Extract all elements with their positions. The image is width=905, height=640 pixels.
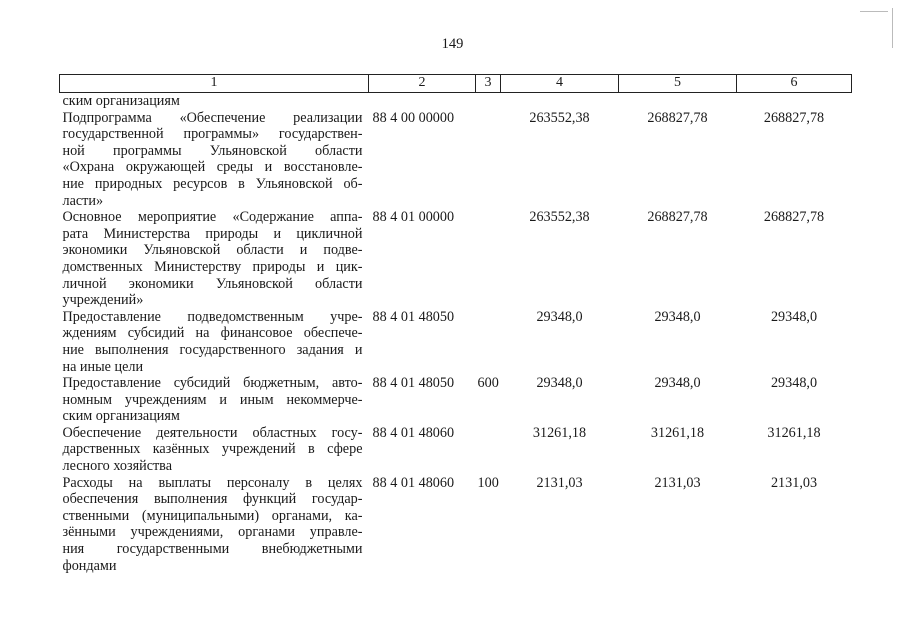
row-name-line: ние выполнения государственного задания и [62,341,363,358]
row-value-col4: 29348,0 [536,308,583,325]
row-name-line: Предоставление подведомственным учре- [62,308,363,325]
budget-table [59,74,852,574]
row-name-line: Предоставление субсидий бюджетным, авто- [62,375,363,392]
row-expense-type-cell [476,93,501,110]
row-value-col5 [619,93,737,110]
table-row [60,375,852,425]
row-value-col5: 31261,18 [650,424,705,441]
row-value-col6: 29348,0 [770,308,818,325]
row-name-line: на иные цели [62,358,144,375]
row-code-cell: 88 4 00 00000 [372,109,455,126]
row-name-line: личной экономики Ульяновской области [62,275,363,292]
row-name-cell [60,209,369,309]
row-name-line: дарственных казённых учреждений в сфере [62,441,363,458]
table-body [60,93,852,575]
row-name-cell [60,375,369,425]
row-name-line: ским организациям [62,408,180,425]
row-name-cell [60,425,369,475]
row-value-col5: 268827,78 [647,109,708,126]
row-value-col6: 31261,18 [767,424,821,441]
scan-artifact [860,11,888,12]
row-value-col6: 268827,78 [763,109,825,126]
row-name-line: ждениям субсидий на финансовое обеспече- [62,325,363,342]
row-name-line: «Охрана окружающей среды и восстановле- [62,159,363,176]
row-name-line: государственной программы» государствен- [62,126,363,143]
row-name-line: обеспечения выполнения функций государ- [62,491,363,508]
row-code-cell: 88 4 01 48060 [372,424,455,441]
row-value-col5: 268827,78 [647,209,708,226]
row-name-cell [60,93,369,110]
row-value-col4: 263552,38 [529,109,590,126]
row-name-cell [60,110,369,210]
row-code-cell: 88 4 01 48060 [372,474,455,491]
row-name-line: зёнными учреждениями, органами управле- [62,524,363,541]
row-value-col6: 2131,03 [770,474,818,491]
row-name-line: номным учреждениям и иным некоммерче- [62,391,363,408]
row-name-line: учреждений» [62,292,144,309]
row-name-line: рата Министерства природы и цикличной [62,225,363,242]
row-expense-type-cell: 100 [477,474,499,491]
row-value-col5: 29348,0 [654,308,701,325]
row-name-line: фондами [62,557,117,574]
row-name-line: ским организациям [62,93,180,109]
row-name-cell [60,475,369,575]
row-value-col6: 29348,0 [770,375,818,392]
row-name-line: лесного хозяйства [62,458,172,475]
row-name-line: Подпрограмма «Обеспечение реализации [62,109,363,126]
column-header: 3 [476,75,501,93]
row-code-cell: 88 4 01 48050 [372,375,455,392]
table-row [60,425,852,475]
table-header-row [60,75,852,93]
row-value-col4: 31261,18 [532,424,587,441]
row-name-line: экономики Ульяновской области и подве- [62,242,363,259]
row-value-col4 [501,93,619,110]
row-expense-type-cell [476,110,501,210]
column-header: 1 [60,75,369,93]
row-name-line: ния государственными внебюджетными [62,541,363,558]
row-expense-type-cell: 600 [477,375,499,392]
row-name-line: ние природных ресурсов в Ульяновской об- [62,175,363,192]
table-row [60,309,852,375]
column-header: 2 [369,75,476,93]
row-expense-type-cell [476,425,501,475]
row-value-col4: 29348,0 [536,375,583,392]
table-row [60,110,852,210]
row-name-line: ственными (муниципальными) органами, ка- [62,507,363,524]
page-number: 149 [441,36,464,52]
column-header: 4 [501,75,619,93]
row-name-line: Расходы на выплаты персоналу в целях [62,474,363,491]
row-name-line: ной программы Ульяновской области [62,142,363,159]
row-name-line: Основное мероприятие «Содержание аппа- [62,209,363,226]
row-name-line: домственных Министерству природы и цик- [62,258,363,275]
row-name-line: Обеспечение деятельности областных госу- [62,424,363,441]
row-value-col4: 2131,03 [536,474,583,491]
row-value-col6 [737,93,852,110]
row-expense-type-cell [476,309,501,375]
row-value-col5: 29348,0 [654,375,701,392]
column-header: 5 [619,75,737,93]
scan-artifact [892,8,893,48]
table-row [60,475,852,575]
table-row [60,209,852,309]
row-value-col4: 263552,38 [529,209,590,226]
row-value-col5: 2131,03 [654,474,701,491]
row-name-line: ласти» [62,192,104,209]
table-row [60,93,852,110]
row-expense-type-cell [476,209,501,309]
row-code-cell: 88 4 01 00000 [372,209,455,226]
row-code-cell [369,93,476,110]
row-code-cell: 88 4 01 48050 [372,308,455,325]
column-header: 6 [737,75,852,93]
row-value-col6: 268827,78 [763,209,825,226]
row-name-cell [60,309,369,375]
